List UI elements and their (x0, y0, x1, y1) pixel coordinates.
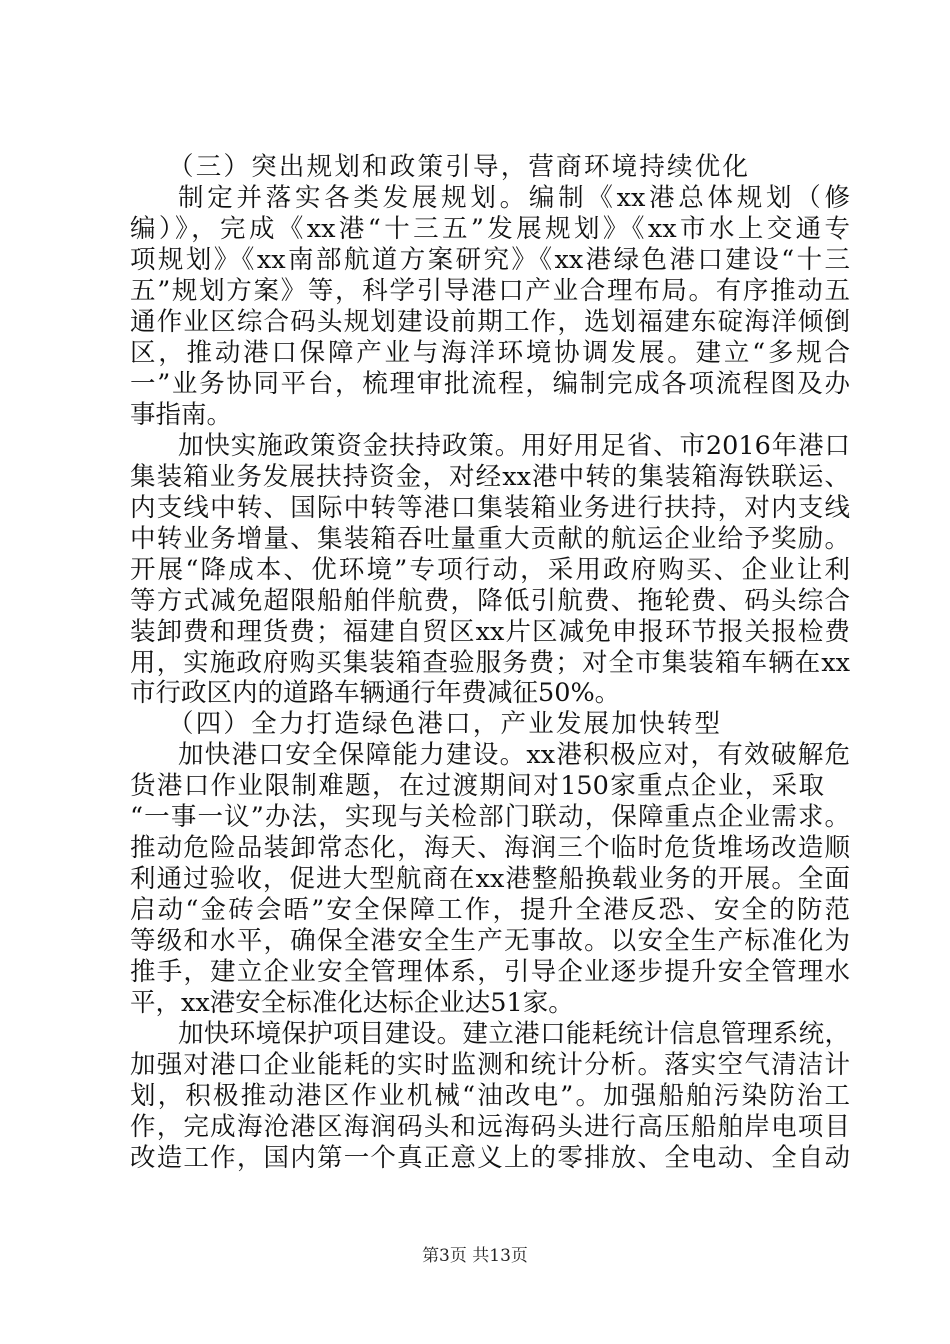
paragraph-line: 五”规划方案》等，科学引导港口产业合理布局。有序推动五 (130, 275, 850, 306)
paragraph-line: 开展“降成本、优环境”专项行动，采用政府购买、企业让利 (130, 554, 850, 585)
paragraph-line: 推动危险品装卸常态化，海天、海润三个临时危货堆场改造顺 (130, 833, 850, 864)
paragraph-line: 启动“金砖会晤”安全保障工作，提升全港反恐、安全的防范 (130, 895, 850, 926)
paragraph-line: 区，推动港口保障产业与海洋环境协调发展。建立“多规合 (130, 337, 850, 368)
paragraph-line: 项规划》《xx南部航道方案研究》《xx港绿色港口建设“十三 (130, 244, 850, 275)
paragraph-line: 一”业务协同平台，梳理审批流程，编制完成各项流程图及办 (130, 368, 850, 399)
paragraph-line: 作，完成海沧港区海润码头和远海码头进行高压船舶岸电项目 (130, 1112, 850, 1143)
paragraph-line: 集装箱业务发展扶持资金，对经xx港中转的集装箱海铁联运、 (130, 461, 850, 492)
paragraph-line: 通作业区综合码头规划建设前期工作，选划福建东碇海洋倾倒 (130, 306, 850, 337)
paragraph-line: 货港口作业限制难题，在过渡期间对150家重点企业，采取 (130, 771, 824, 802)
paragraph-line: 改造工作，国内第一个真正意义上的零排放、全电动、全自动 (130, 1143, 850, 1173)
page-number-footer: 第3页 共13页 (422, 1246, 528, 1266)
paragraph-line: 中转业务增量、集装箱吞吐量重大贡献的航运企业给予奖励。 (130, 523, 850, 554)
paragraph-line: 装卸费和理货费；福建自贸区xx片区减免申报环节报关报检费 (130, 616, 850, 647)
paragraph-line: 推手，建立企业安全管理体系，引导企业逐步提升安全管理水 (130, 957, 850, 988)
paragraph-line: “一事一议”办法，实现与关检部门联动，保障重点企业需求。 (130, 802, 850, 833)
paragraph-line: 加快港口安全保障能力建设。xx港积极应对，有效破解危 (178, 740, 850, 771)
paragraph-line: 内支线中转、国际中转等港口集装箱业务进行扶持，对内支线 (130, 492, 850, 523)
paragraph-line: 制定并落实各类发展规划。编制《xx港总体规划（修 (178, 182, 850, 213)
paragraph-line: 加强对港口企业能耗的实时监测和统计分析。落实空气清洁计 (130, 1050, 850, 1081)
paragraph-line: 等方式减免超限船舶伴航费，降低引航费、拖轮费、码头综合 (130, 585, 850, 616)
paragraph-line: 平，xx港安全标准化达标企业达51家。 (130, 988, 574, 1019)
paragraph-line: 等级和水平，确保全港安全生产无事故。以安全生产标准化为 (130, 926, 850, 957)
paragraph-line: 用，实施政府购买集装箱查验服务费；对全市集装箱车辆在xx (130, 647, 850, 678)
paragraph-line: 加快实施政策资金扶持政策。用好用足省、市2016年港口 (178, 430, 850, 461)
paragraph-line: 划，积极推动港区作业机械“油改电”。加强船舶污染防治工 (130, 1081, 850, 1112)
paragraph-line: 事指南。 (130, 399, 233, 430)
paragraph-line: 编）》，完成《xx港“十三五”发展规划》《xx市水上交通专 (130, 213, 850, 244)
section-heading-4: （四）全力打造绿色港口，产业发展加快转型 (168, 709, 720, 740)
paragraph-line: 加快环境保护项目建设。建立港口能耗统计信息管理系统， (178, 1019, 850, 1050)
paragraph-line: 市行政区内的道路车辆通行年费减征50%。 (130, 678, 621, 709)
section-heading-3: （三）突出规划和政策引导，营商环境持续优化 (168, 152, 748, 182)
paragraph-line: 利通过验收，促进大型航商在xx港整船换载业务的开展。全面 (130, 864, 850, 895)
